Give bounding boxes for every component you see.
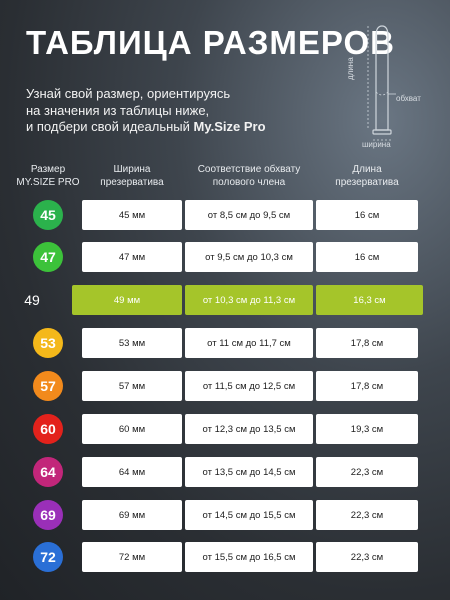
subtitle-line-2: на значения из таблицы ниже, bbox=[26, 102, 210, 118]
table-row-highlighted bbox=[0, 285, 450, 315]
length-cell: 16 см bbox=[316, 242, 418, 272]
table-row bbox=[0, 500, 450, 530]
length-cell: 17,8 см bbox=[316, 328, 418, 358]
size-badge: 53 bbox=[33, 328, 63, 358]
size-badge: 60 bbox=[33, 414, 63, 444]
girth-cell: от 14,5 см до 15,5 см bbox=[185, 500, 313, 530]
page-subtitle bbox=[26, 86, 266, 136]
header-width-line-2: презерватива bbox=[100, 176, 164, 188]
width-label: ширина bbox=[362, 140, 391, 149]
table-row bbox=[0, 200, 450, 230]
header-length-line-1: Длина bbox=[352, 164, 382, 175]
girth-cell: от 9,5 см до 10,3 см bbox=[185, 242, 313, 272]
girth-cell: от 11 см до 11,7 см bbox=[185, 328, 313, 358]
subtitle-line-3 bbox=[26, 119, 266, 136]
header-width-line-1: Ширина bbox=[113, 164, 151, 175]
size-badge: 57 bbox=[33, 371, 63, 401]
header-size-line-2: MY.SIZE PRO bbox=[16, 176, 80, 188]
table-row bbox=[0, 414, 450, 444]
subtitle-line-3-text: и подбери свой идеальный bbox=[26, 119, 194, 134]
length-cell: 19,3 см bbox=[316, 414, 418, 444]
page-title: ТАБЛИЦА РАЗМЕРОВ bbox=[26, 24, 395, 61]
table-row bbox=[0, 328, 450, 358]
width-cell: 53 мм bbox=[82, 328, 182, 358]
width-cell: 72 мм bbox=[82, 542, 182, 572]
header-size-line-1: Размер bbox=[30, 164, 66, 175]
width-cell: 47 мм bbox=[82, 242, 182, 272]
table-header bbox=[0, 164, 450, 200]
size-badge: 45 bbox=[33, 200, 63, 230]
girth-cell: от 11,5 см до 12,5 см bbox=[185, 371, 313, 401]
width-cell: 57 мм bbox=[82, 371, 182, 401]
width-cell: 64 мм bbox=[82, 457, 182, 487]
length-cell: 16 см bbox=[316, 200, 418, 230]
condom-diagram bbox=[338, 22, 438, 152]
width-cell: 69 мм bbox=[82, 500, 182, 530]
girth-label: обхват bbox=[396, 94, 421, 103]
length-cell: 22,3 см bbox=[316, 500, 418, 530]
size-badge: 72 bbox=[33, 542, 63, 572]
header-girth-line-1: Соответствие обхвату bbox=[197, 164, 301, 175]
subtitle-line-1: Узнай свой размер, ориентируясь bbox=[26, 86, 231, 101]
length-label: длина bbox=[346, 57, 355, 80]
length-cell: 22,3 см bbox=[316, 457, 418, 487]
header-girth-line-2: полового члена bbox=[212, 176, 286, 188]
width-cell: 45 мм bbox=[82, 200, 182, 230]
girth-cell: от 13,5 см до 14,5 см bbox=[185, 457, 313, 487]
girth-cell: от 15,5 см до 16,5 см bbox=[185, 542, 313, 572]
header-size bbox=[16, 164, 80, 189]
size-badge: 64 bbox=[33, 457, 63, 487]
size-badge: 69 bbox=[33, 500, 63, 530]
length-cell: 22,3 см bbox=[316, 542, 418, 572]
table-row bbox=[0, 457, 450, 487]
condom-outline-icon bbox=[338, 22, 438, 152]
header-length-line-2: презерватива bbox=[335, 176, 399, 188]
table-row bbox=[0, 542, 450, 572]
girth-cell: от 12,3 см до 13,5 см bbox=[185, 414, 313, 444]
brand-name: My.Size Pro bbox=[193, 119, 266, 134]
size-badge: 47 bbox=[33, 242, 63, 272]
length-cell: 16,3 см bbox=[316, 285, 423, 315]
size-badge: 49 bbox=[24, 292, 40, 308]
header-width bbox=[82, 164, 182, 189]
table-row bbox=[0, 371, 450, 401]
girth-cell: от 10,3 см до 11,3 см bbox=[185, 285, 313, 315]
girth-cell: от 8,5 см до 9,5 см bbox=[185, 200, 313, 230]
width-cell: 49 мм bbox=[72, 285, 182, 315]
width-cell: 60 мм bbox=[82, 414, 182, 444]
table-row bbox=[0, 242, 450, 272]
header-girth bbox=[185, 164, 313, 189]
length-cell: 17,8 см bbox=[316, 371, 418, 401]
header-length bbox=[316, 164, 418, 189]
